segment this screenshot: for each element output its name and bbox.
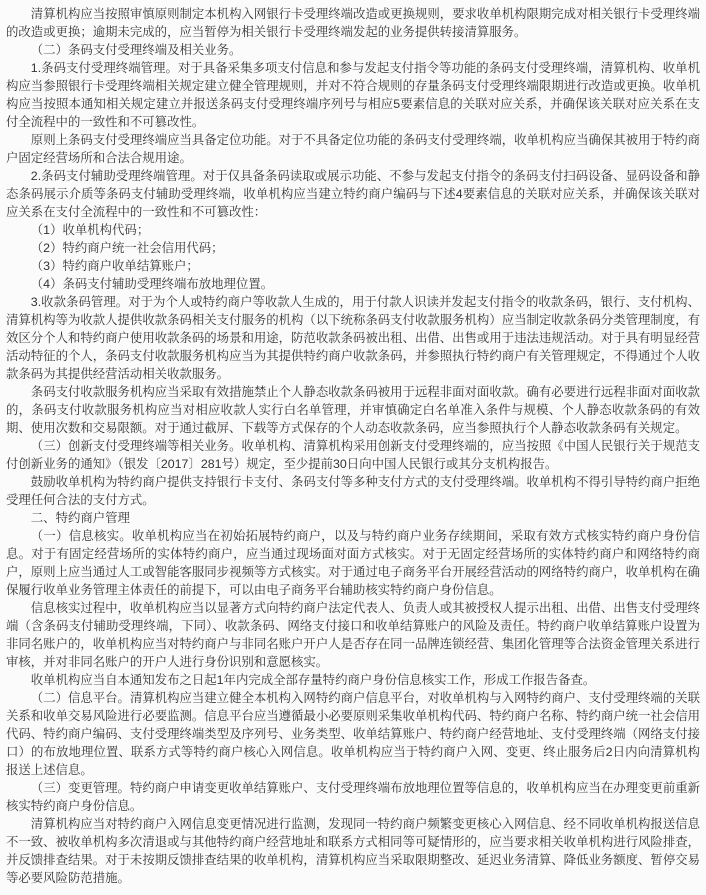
paragraph-positioning-requirement: 原则上条码支付受理终端应当具备定位功能。对于不具备定位功能的条码支付受理终端，收单机构应当确保其被用于特约商户固定经营场所和合法合规用途。 (6, 133, 700, 165)
list-item-1-acquirer-code: （1）收单机构代码； (30, 223, 150, 237)
paragraph-info-verification: （一）信息核实。收单机构应当在初始拓展特约商户，以及与特约商户业务存续期间，采取有效方式核实特约商户身份信息。对于有固定经营场所的实体特约商户，应当通过现场面对面方式核实。对于无固定经营场所的实体特约商户和网络特约商户，原则上应当通过人工或智能客服同步视频等方式核实。对于通过电子商务平台开展经营活动的网络特约商户，收单机构在确保履行收单业务管理主体责任的前提下，可以由电子商务平台辅助核实特约商户身份信息。 (6, 529, 700, 597)
paragraph-info-platform: （二）信息平台。清算机构应当建立健全本机构入网特约商户信息平台，对收单机构与入网特约商户、支付受理终端的关联关系和收单交易风险进行必要监测。信息平台应当遵循最小必要原则采集收单机构代码、特约商户名称、特约商户统一社会信用代码、特约商户编码、支付受理终端类型及序列号、业务类型、收单结算账户、特约商户经营地址、支付受理终端（网络支付接口）的布放地理位置、联系方式等特约商户核心入网信息。收单机构应当于特约商户入网、变更、终止服务后2日内向清算机构报送上述信息。 (6, 691, 700, 777)
paragraph-one-year-verification: 收单机构应当自本通知发布之日起1年内完成全部存量特约商户身份信息核实工作，形成工作报告备查。 (30, 673, 596, 687)
list-item-2-merchant-credit-code: （2）特约商户统一社会信用代码； (30, 241, 224, 255)
paragraph-payee-barcode-management: 3.收款条码管理。对于为个人或特约商户等收款人生成的，用于付款人识读并发起支付指令的收款条码，银行、支付机构、清算机构等为收款人提供收款条码相关支付服务的机构（以下统称条码支付收款服务机构）应当制定收款条码分类管理制度，有效区分个人和特约商户使用收款条码的场景和用途，防范收款条码被出租、出借、出售或用于违法违规活动。对于具有明显经营活动特征的个人，条码支付收款服务机构应当为其提供特约商户收款条码，并参照执行特约商户有关管理规定，不得通过个人收款条码为其提供经营活动相关收款服务。 (6, 295, 700, 381)
subsection-heading-barcode-terminal: （二）条码支付受理终端及相关业务。 (30, 43, 242, 57)
paragraph-encourage-multi-payment: 鼓励收单机构为特约商户提供支持银行卡支付、条码支付等多种支付方式的支付受理终端。收单机构不得引导特约商户拒绝受理任何合法的支付方式。 (6, 475, 700, 507)
subsection-heading-innovative-terminal: （三）创新支付受理终端等相关业务。收单机构、清算机构采用创新支付受理终端的，应当按照《中国人民银行关于规范支付创新业务的通知》（银发〔2017〕281号）规定，至少提前30日向中国人民银行或其分支机构报告。 (6, 439, 700, 471)
paragraph-static-barcode-restriction: 条码支付收款服务机构应当采取有效措施禁止个人静态收款条码被用于远程非面对面收款。确有必要进行远程非面对面收款的，条码支付收款服务机构应当对相应收款人实行白名单管理，并审慎确定白名单准入条件与规模、个人静态收款条码的有效期、使用次数和交易限额。对于通过截屏、下载等方式保存的个人动态收款条码，应当参照执行个人静态收款条码有关规定。 (6, 385, 700, 435)
list-item-4-terminal-location: （4）条码支付辅助受理终端布放地理位置。 (30, 277, 274, 291)
paragraph-auxiliary-terminal-management: 2.条码支付辅助受理终端管理。对于仅具备条码读取或展示功能、不参与发起支付指令的条码支付扫码设备、显码设备和静态条码展示介质等条码支付辅助受理终端，收单机构应当建立特约商户编码与下述4要素信息的关联对应关系，并确保该关联对应关系在支付全流程中的一致性和不可篡改性： (6, 169, 700, 219)
paragraph-change-monitoring: 清算机构应当对特约商户入网信息变更情况进行监测，发现同一特约商户频繁变更核心入网信息、经不同收单机构报送信息不一致、被收单机构多次清退或与其他特约商户经营地址和联系方式相同等可疑情形的，应当要求相关收单机构进行风险排查，并反馈排查结果。对于未按期反馈排查结果的收单机构，清算机构应当采取限期整改、延迟业务清算、降低业务额度、暂停交易等必要风险防范措施。 (6, 817, 700, 885)
paragraph-terminal-upgrade-rule: 清算机构应当按照审慎原则制定本机构入网银行卡受理终端改造或更换规则，要求收单机构限期完成对相关银行卡受理终端的改造或更换；逾期未完成的，应当暂停为相关银行卡受理终端发起的业务提供转接清算服务。 (6, 7, 700, 39)
paragraph-barcode-terminal-management: 1.条码支付受理终端管理。对于具备采集多项支付信息和参与发起支付指令等功能的条码支付受理终端，清算机构、收单机构应当参照银行卡受理终端相关规定建立健全管理规则，并对不符合规则的存量条码支付受理终端限期进行改造或更换。收单机构应当按照本通知相关规定建立并报送条码支付受理终端序列号与相应5要素信息的关联对应关系，并确保该关联对应关系在支付全流程中的一致性和不可篡改性。 (6, 61, 700, 129)
paragraph-verification-risk-notice: 信息核实过程中，收单机构应当以显著方式向特约商户法定代表人、负责人或其被授权人提示出租、出借、出售支付受理终端（含条码支付辅助受理终端，下同）、收款条码、网络支付接口和收单结算账户的风险及责任。特约商户收单结算账户设置为非同名账户的，收单机构应当对特约商户与非同名账户开户人是否存在同一品牌连锁经营、集团化管理等合法资金管理关系进行审核，并对非同名账户的开户人进行身份识别和意愿核实。 (6, 601, 700, 669)
section-heading-merchant-management: 二、特约商户管理 (30, 511, 130, 525)
paragraph-change-management: （三）变更管理。特约商户申请变更收单结算账户、支付受理终端布放地理位置等信息的，收单机构应当在办理变更前重新核实特约商户身份信息。 (6, 781, 700, 813)
list-item-3-settlement-account: （3）特约商户收单结算账户； (30, 259, 199, 273)
